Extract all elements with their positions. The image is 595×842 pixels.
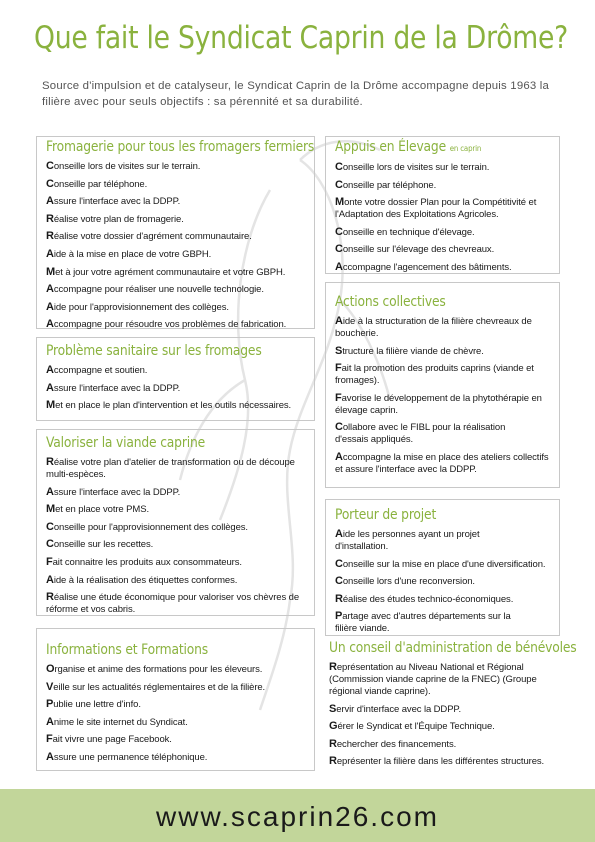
list-item: Réalise une étude économique pour valoriser vos chèvres de réforme et vos cabris. xyxy=(46,591,300,616)
section-probleme-sanitaire xyxy=(36,337,315,421)
list-item: Réalise votre plan de fromagerie. xyxy=(46,212,184,225)
list-item: Assure l'interface avec la DDPP. xyxy=(46,381,181,394)
list-item: Conseille par téléphone. xyxy=(46,177,148,190)
list-item: Conseille lors de visites sur le terrain. xyxy=(335,161,490,173)
list-item: Accompagne la mise en place des ateliers collectifs et assure l'interface avec la DDPP. xyxy=(335,450,549,475)
list-item: Conseille par téléphone. xyxy=(335,178,437,191)
section-title: Fromagerie pour tous les fromagers fermiers xyxy=(46,139,315,155)
list-item: Conseille pour l'approvisionnement des collèges. xyxy=(46,520,248,533)
list-item: Rechercher des financements. xyxy=(329,737,457,750)
section-actions-collectives xyxy=(325,282,560,488)
list-item: Conseille lors d'une reconversion. xyxy=(335,575,475,588)
list-item: Aide à la structuration de la filière chevreaux de boucherie. xyxy=(335,315,532,339)
list-item: Monte votre dossier Plan pour la Compétitivité et l'Adaptation des Exploitations Agricoles. xyxy=(335,196,537,221)
list-item: Met en place votre PMS. xyxy=(46,503,149,516)
list-item: Conseille sur la mise en place d'une diversification. xyxy=(335,557,546,570)
website-link[interactable]: www.scaprin26.com xyxy=(156,801,439,832)
section-title: Valoriser la viande caprine xyxy=(46,435,206,451)
list-item: Publie une lettre d'info. xyxy=(46,698,141,711)
section-subtitle: en caprin xyxy=(449,144,482,153)
list-item: Assure une permanence téléphonique. xyxy=(46,750,208,763)
list-item: Met en place le plan d'intervention et les outils nécessaires. xyxy=(46,399,292,412)
list-item: Accompagne l'agencement des bâtiments. xyxy=(335,260,512,273)
list-item: Fait vivre une page Facebook. xyxy=(46,733,172,746)
list-item: Favorise le développement de la phytothérapie en élevage caprin. xyxy=(335,391,542,416)
section-conseil-administration xyxy=(325,636,577,776)
footer-bar xyxy=(0,789,595,842)
section-title: Porteur de projet xyxy=(335,507,437,523)
page-title: Que fait le Syndicat Caprin de la Drôme? xyxy=(34,20,569,56)
list-item: Accompagne pour résoudre vos problèmes de fabrication. xyxy=(46,318,287,331)
list-item: Réalise votre dossier d'agrément communautaire. xyxy=(46,230,252,243)
list-item: Représentation au Niveau National et Régional (Commission viande caprine de la FNEC) (Groupe régional viande caprine). xyxy=(329,661,537,697)
list-item: Met à jour votre agrément communautaire et votre GBPH. xyxy=(46,265,286,278)
list-item: Aide à la réalisation des étiquettes conformes. xyxy=(46,573,238,586)
section-fromagerie xyxy=(36,136,315,329)
section-informations-formations xyxy=(36,628,315,771)
list-item: Fait la promotion des produits caprins (viande et fromages). xyxy=(335,362,534,387)
list-item: Gérer le Syndicat et l'Équipe Technique. xyxy=(329,720,495,733)
list-item: Structure la filière viande de chèvre. xyxy=(335,344,484,357)
list-item: Assure l'interface avec la DDPP. xyxy=(46,195,181,208)
intro-text: Source d'impulsion et de catalyseur, le Syndicat Caprin de la Drôme accompagne depuis 1963 la filière avec pour seuls objectifs : sa pérennité et sa durabilité. xyxy=(42,80,550,108)
list-item: Collabore avec le FIBL pour la réalisation d'essais appliqués. xyxy=(335,421,506,446)
list-item: Représenter la filière dans les différentes structures. xyxy=(329,755,545,768)
list-item: Conseille sur l'élevage des chevreaux. xyxy=(335,243,495,256)
list-item: Partage avec d'autres départements sur la filière viande. xyxy=(335,610,511,635)
list-item: Aide à la mise en place de votre GBPH. xyxy=(46,247,212,260)
section-title: Appuis en Élevage en caprin xyxy=(335,139,482,155)
section-title: Actions collectives xyxy=(335,294,446,310)
section-porteur-projet xyxy=(325,499,560,636)
section-title: Problème sanitaire sur les fromages xyxy=(46,343,262,359)
list-item: Fait connaitre les produits aux consommateurs. xyxy=(46,555,242,568)
list-item: Conseille lors de visites sur le terrain. xyxy=(46,160,201,172)
list-item: Veille sur les actualités réglementaires et de la filière. xyxy=(46,680,266,693)
section-title: Un conseil d'administration de bénévoles xyxy=(329,640,577,656)
section-viande-caprine xyxy=(36,429,315,616)
list-item: Conseille sur les recettes. xyxy=(46,538,154,551)
list-item: Réalise votre plan d'atelier de transformation ou de découpe multi-espèces. xyxy=(46,456,295,480)
list-item: Aide les personnes ayant un projet d'installation. xyxy=(335,528,480,552)
list-item: Aide pour l'approvisionnement des collèges. xyxy=(46,300,229,313)
list-item: Organise et anime des formations pour les éleveurs. xyxy=(46,663,263,675)
list-item: Assure l'interface avec la DDPP. xyxy=(46,485,181,498)
section-title: Informations et Formations xyxy=(46,642,209,658)
list-item: Anime le site internet du Syndicat. xyxy=(46,715,188,728)
list-item: Accompagne et soutien. xyxy=(46,364,148,376)
list-item: Accompagne pour réaliser une nouvelle technologie. xyxy=(46,283,264,296)
section-appuis-elevage xyxy=(325,136,560,274)
list-item: Servir d'interface avec la DDPP. xyxy=(329,702,461,715)
list-item: Conseille en technique d'élevage. xyxy=(335,225,475,238)
list-item: Réalise des études technico-économiques. xyxy=(335,592,514,605)
